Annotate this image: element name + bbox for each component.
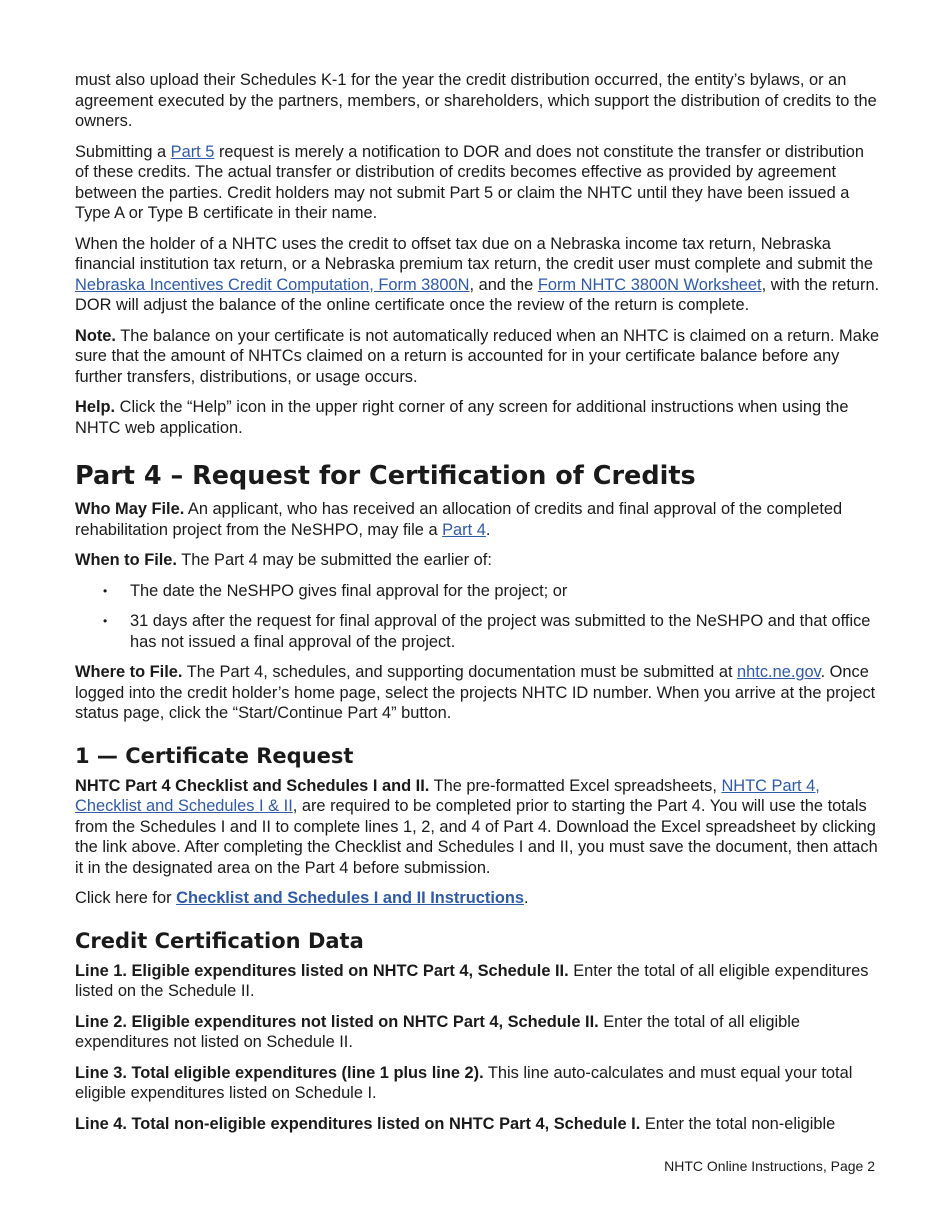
checklist-instructions-link[interactable]: Checklist and Schedules I and II Instructions: [176, 889, 525, 907]
continuation-paragraph: must also upload their Schedules K-1 for the year the credit distribution occurred, the entity’s bylaws, or an agreement executed by the partners, members, or shareholders, which support the distribution of credits to the owners.: [75, 71, 877, 130]
part5-link[interactable]: Part 5: [170, 142, 215, 161]
who-may-file-paragraph: Who May File. An applicant, who has received an allocation of credits and final approval of the completed rehabilitation project from the NeSHPO, may file a Part 4.: [75, 500, 843, 539]
checklist-paragraph: NHTC Part 4 Checklist and Schedules I and II. The pre-formatted Excel spreadsheets, NHTC Part 4, Checklist and Schedules I & II, are required to be completed prior to starting the Part 4. You will use the totals from the Schedules I and II to complete lines 1, 2, and 4 of Part 4. Download the Excel spreadsheet by clicking the link above. After completing the Checklist and Schedules I and II, you must save the document, then attach it in the designated area on the Part 4 before submission.: [75, 776, 878, 877]
part4-heading: Part 4 – Request for Certification of Credits: [75, 461, 696, 491]
note-paragraph: Note. The balance on your certificate is not automatically reduced when an NHTC is claimed on a return. Make sure that the amount of NHTCs claimed on a return is accounted for in your certificate balance before any further transfers, distributions, or usage occurs.: [75, 326, 880, 386]
where-to-file-paragraph: Where to File. The Part 4, schedules, and supporting documentation must be submitted at nhtc.ne.gov. Once logged into the credit holder’s home page, select the projects NHTC ID number. When you arrive at the project status page, click the “Start/Continue Part 4” button.: [75, 663, 876, 722]
line-1-paragraph: Line 1. Eligible expenditures listed on NHTC Part 4, Schedule II. Enter the total of all eligible expenditures listed on the Schedule II.: [75, 961, 869, 1000]
help-paragraph: Help. Click the “Help” icon in the upper right corner of any screen for additional instructions when using the NHTC web application.: [75, 398, 849, 437]
part4-link[interactable]: Part 4: [442, 520, 486, 539]
bullet-icon: •: [103, 614, 108, 628]
bullet-icon: •: [103, 583, 108, 598]
worksheet-3800n-link[interactable]: Form NHTC 3800N Worksheet: [537, 275, 762, 294]
when-to-file-paragraph: When to File. The Part 4 may be submitted the earlier of:: [75, 551, 492, 569]
when-to-file-list: [75, 581, 880, 653]
credit-usage-paragraph: When the holder of a NHTC uses the credit to offset tax due on a Nebraska income tax return, Nebraska financial institution tax return, or a Nebraska premium tax return, the credit user must complete and submit the Nebraska Incentives Credit Computation, Form 3800N, and the Form NHTC 3800N Worksheet, with the return. DOR will adjust the balance of the online certificate once the review of the return is complete.: [75, 234, 880, 314]
certificate-request-heading: 1 — Certificate Request: [75, 743, 354, 768]
line-4-paragraph: Line 4. Total non-eligible expenditures listed on NHTC Part 4, Schedule I. Enter the total non-eligible: [75, 1114, 836, 1133]
part5-paragraph: Submitting a Part 5 request is merely a notification to DOR and does not constitute the transfer or distribution of these credits. The actual transfer or distribution of credits becomes effective as provided by agreement between the parties. Credit holders may not submit Part 5 or claim the NHTC until they have been issued a Type A or Type B certificate in their name.: [75, 142, 864, 222]
list-item: • The date the NeSHPO gives final approval for the project; or: [103, 581, 568, 600]
document-page: [75, 70, 880, 1144]
page-footer: NHTC Online Instructions, Page 2: [664, 1158, 875, 1174]
note-label: Note.: [75, 326, 116, 345]
list-item: • 31 days after the request for final approval of the project was submitted to the NeSHPO and that office has not issued a final approval of the project.: [103, 612, 871, 651]
form-3800n-link[interactable]: Nebraska Incentives Credit Computation, Form 3800N: [75, 275, 470, 294]
line-2-paragraph: Line 2. Eligible expenditures not listed on NHTC Part 4, Schedule II. Enter the total of all eligible expenditures not listed on Schedule II.: [75, 1012, 801, 1051]
help-label: Help.: [75, 398, 116, 416]
credit-certification-data-heading: Credit Certification Data: [75, 928, 364, 953]
nhtc-website-link[interactable]: nhtc.ne.gov: [737, 663, 821, 681]
line-3-paragraph: Line 3. Total eligible expenditures (line 1 plus line 2). This line auto-calculates and must equal your total eligible expenditures listed on Schedule I.: [75, 1063, 853, 1102]
checklist-schedules-link[interactable]: NHTC Part 4, Checklist and Schedules I & II: [75, 776, 820, 815]
instructions-paragraph: Click here for Checklist and Schedules I and II Instructions.: [75, 889, 529, 907]
